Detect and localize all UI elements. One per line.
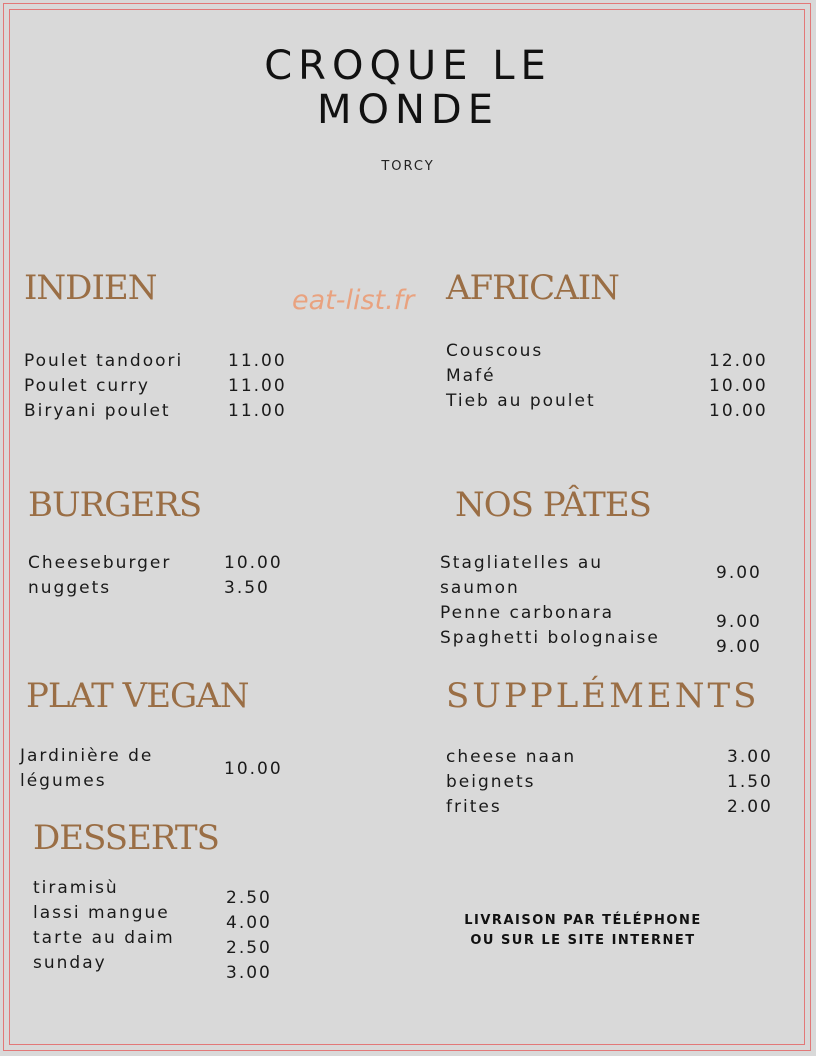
restaurant-name-line1: CROQUE LE: [264, 43, 552, 89]
menu-price: 12.00: [709, 351, 768, 371]
prices-africain: [709, 349, 768, 424]
menu-price: 11.00: [228, 401, 287, 421]
items-supplements: [446, 745, 576, 820]
section-title-supplements: SUPPLÉMENTS: [446, 676, 760, 716]
menu-item: Jardinière de: [20, 746, 154, 766]
items-vegan: [20, 744, 153, 794]
delivery-line2: OU SUR LE SITE INTERNET: [470, 933, 696, 948]
menu-item: Stagliatelles au: [440, 553, 604, 573]
menu-price: 4.00: [226, 913, 272, 933]
menu-item: Spaghetti bolognaise: [440, 628, 660, 648]
prices-indien: [228, 349, 287, 424]
section-title-vegan: PLAT VEGAN: [26, 676, 249, 716]
menu-price: 10.00: [709, 376, 768, 396]
prices-burgers: [224, 551, 283, 601]
delivery-note: [430, 911, 736, 951]
section-title-burgers: BURGERS: [28, 485, 202, 525]
menu-item: cheese naan: [446, 747, 577, 767]
section-title-desserts: DESSERTS: [33, 818, 219, 858]
menu-item: tiramisù: [33, 878, 119, 898]
menu-item: Biryani poulet: [24, 401, 171, 421]
section-title-indien: INDIEN: [24, 268, 157, 308]
restaurant-city: TORCY: [381, 159, 435, 174]
menu-price: 11.00: [228, 351, 287, 371]
menu-item: Tieb au poulet: [446, 391, 596, 411]
menu-price: 10.00: [224, 759, 283, 779]
menu-price: 10.00: [224, 553, 283, 573]
items-indien: [24, 349, 183, 424]
menu-price: 2.50: [226, 888, 272, 908]
restaurant-name-line2: MONDE: [317, 87, 499, 133]
menu-item: Cheeseburger: [28, 553, 172, 573]
menu-price: 11.00: [228, 376, 287, 396]
menu-price: 1.50: [727, 772, 773, 792]
delivery-line1: LIVRAISON PAR TÉLÉPHONE: [464, 913, 702, 928]
menu-item: saumon: [440, 578, 520, 598]
menu-item: légumes: [20, 771, 107, 791]
menu-item: Poulet tandoori: [24, 351, 184, 371]
watermark-text: eat-list.fr: [292, 285, 415, 316]
menu-item: Penne carbonara: [440, 603, 615, 623]
items-pates: [440, 551, 660, 651]
menu-item: beignets: [446, 772, 536, 792]
menu-price: 2.50: [226, 938, 272, 958]
prices-supplements: [727, 745, 773, 820]
menu-item: frites: [446, 797, 502, 817]
section-title-africain: AFRICAIN: [446, 268, 619, 308]
menu-item: nuggets: [28, 578, 112, 598]
menu-price: 3.50: [224, 578, 270, 598]
menu-price: 3.00: [727, 747, 773, 767]
menu-item: Mafé: [446, 366, 496, 386]
prices-desserts: [226, 886, 272, 986]
items-burgers: [28, 551, 171, 601]
menu-item: tarte au daim: [33, 928, 175, 948]
items-africain: [446, 339, 596, 414]
menu-price: 3.00: [226, 963, 272, 983]
menu-price: 9.00: [716, 563, 762, 583]
menu-price: 2.00: [727, 797, 773, 817]
menu-price: 9.00: [716, 612, 762, 632]
menu-item: lassi mangue: [33, 903, 170, 923]
restaurant-name: [0, 44, 816, 132]
menu-item: Couscous: [446, 341, 544, 361]
menu-item: sunday: [33, 953, 107, 973]
section-title-pates: NOS PÂTES: [455, 485, 651, 525]
menu-item: Poulet curry: [24, 376, 150, 396]
items-desserts: [33, 876, 175, 976]
menu-price: 9.00: [716, 637, 762, 657]
menu-price: 10.00: [709, 401, 768, 421]
